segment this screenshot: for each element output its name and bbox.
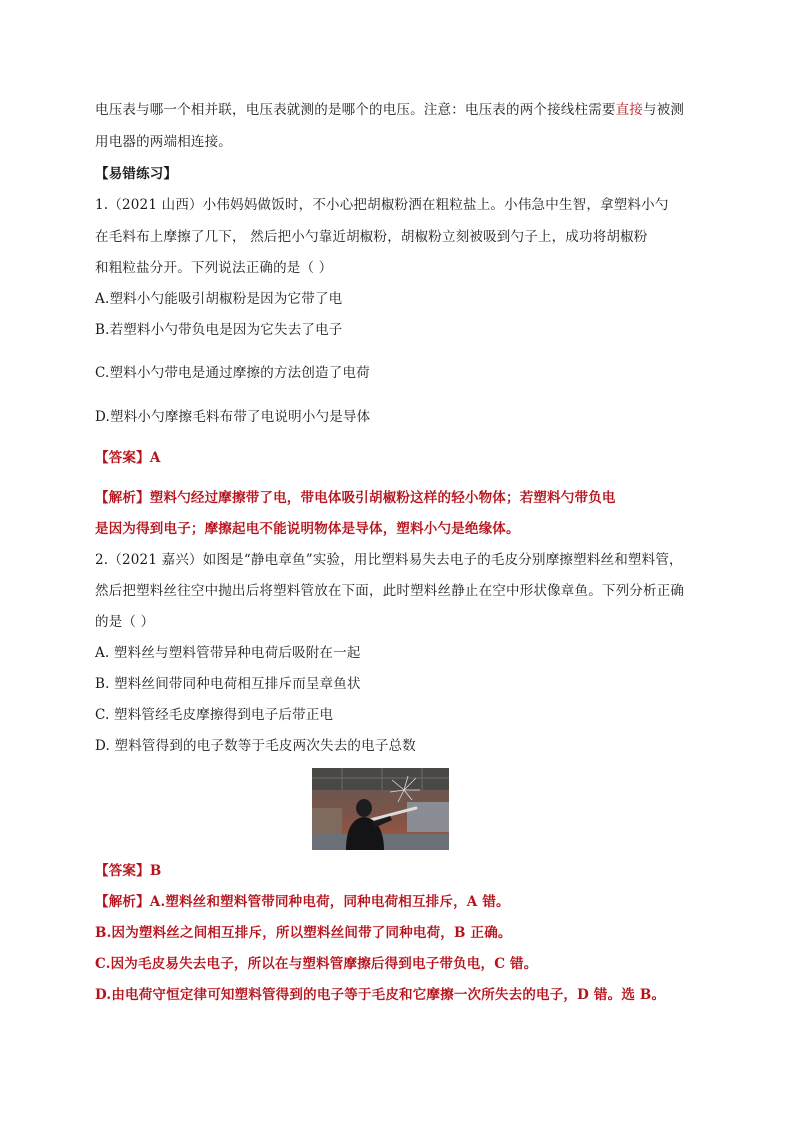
experiment-photo <box>312 768 449 850</box>
q1-option-a: A.塑料小勺能吸引胡椒粉是因为它带了电 <box>95 291 343 307</box>
q1-stem-line-1: 1.（2021 山西）小伟妈妈做饭时，不小心把胡椒粉洒在粗粒盐上。小伟急中生智，拿塑料小勺 <box>95 197 669 213</box>
q1-stem-line-3: 和粗粒盐分开。下列说法正确的是（ ） <box>95 260 333 276</box>
intro-line-1 <box>95 101 684 119</box>
q2-stem-line-2: 然后把塑料丝往空中抛出后将塑料管放在下面，此时塑料丝静止在空中形状像章鱼。下列分析正确 <box>95 583 685 599</box>
intro-line-2: 用电器的两端相连接。 <box>95 134 232 150</box>
q2-analysis-line-3: C.因为毛皮易失去电子，所以在与塑料管摩擦后得到电子带负电，C 错。 <box>95 956 538 972</box>
q1-option-c: C.塑料小勺带电是通过摩擦的方法创造了电荷 <box>95 365 370 381</box>
q1-stem-line-2: 在毛料布上摩擦了几下， 然后把小勺靠近胡椒粉，胡椒粉立刻被吸到勺子上，成功将胡椒粉 <box>95 229 648 245</box>
q2-answer-label: 【答案】 <box>95 863 150 879</box>
q2-option-a: A. 塑料丝与塑料管带异种电荷后吸附在一起 <box>95 645 361 661</box>
q1-option-d: D.塑料小勺摩擦毛料布带了电说明小勺是导体 <box>95 409 371 425</box>
q2-stem-line-3: 的是（ ） <box>95 614 155 630</box>
q1-analysis-line-2: 是因为得到电子；摩擦起电不能说明物体是导体，塑料小勺是绝缘体。 <box>95 521 520 537</box>
q1-answer-label: 【答案】 <box>95 450 150 466</box>
q2-answer <box>95 862 161 880</box>
q2-stem-line-1: 2.（2021 嘉兴）如图是“静电章鱼”实验，用比塑料易失去电子的毛皮分别摩擦塑料丝和塑料管， <box>95 552 683 568</box>
q2-analysis-line-1: 【解析】A.塑料丝和塑料管带同种电荷，同种电荷相互排斥，A 错。 <box>95 894 510 910</box>
q1-option-b: B.若塑料小勺带负电是因为它失去了电子 <box>95 322 343 338</box>
q1-answer-value: A <box>149 450 161 466</box>
intro-text-a: 电压表与哪一个相并联，电压表就测的是哪个的电压。注意：电压表的两个接线柱需要 <box>95 102 616 118</box>
q2-answer-value: B <box>149 863 162 879</box>
intro-text-b: 与被测 <box>643 102 685 118</box>
q1-analysis-line-1: 【解析】塑料勺经过摩擦带了电，带电体吸引胡椒粉这样的轻小物体；若塑料勺带负电 <box>95 490 616 506</box>
q1-answer <box>95 449 161 467</box>
q2-option-b: B. 塑料丝间带同种电荷相互排斥而呈章鱼状 <box>95 676 361 692</box>
q2-option-d: D. 塑料管得到的电子数等于毛皮两次失去的电子总数 <box>95 738 416 754</box>
q2-analysis-line-4: D.由电荷守恒定律可知塑料管得到的电子等于毛皮和它摩擦一次所失去的电子，D 错。选 B。 <box>95 987 666 1003</box>
intro-highlight: 直接 <box>615 102 644 118</box>
q2-option-c: C. 塑料管经毛皮摩擦得到电子后带正电 <box>95 707 334 723</box>
q2-analysis-line-2: B.因为塑料丝之间相互排斥，所以塑料丝间带了同种电荷，B 正确。 <box>95 925 512 941</box>
section-heading: 【易错练习】 <box>95 166 178 182</box>
